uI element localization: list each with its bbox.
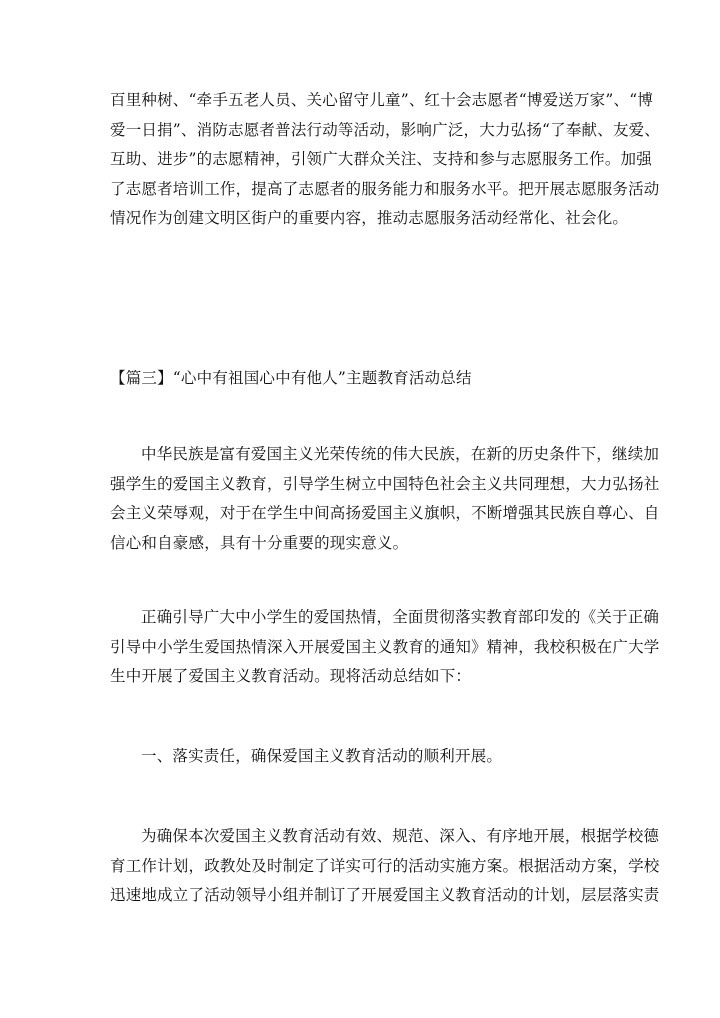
paragraph-line: 信心和自豪感，具有十分重要的现实意义。 <box>110 533 409 552</box>
paragraph-line: 爱一日捐”、消防志愿者普法行动等活动，影响广泛，大力弘扬“了奉献、友爱、 <box>110 120 661 139</box>
paragraph-line: 为确保本次爱国主义教育活动有效、规范、深入、有序地开展，根据学校德 <box>141 827 660 845</box>
continuation-paragraph <box>110 86 661 234</box>
section1-paragraph <box>110 822 660 911</box>
paragraph-line: 了志愿者培训工作，提高了志愿者的服务能力和服务水平。把开展志愿服务活动 <box>110 179 660 198</box>
paragraph-line: 引导中小学生爱国热情深入开展爱国主义教育的通知》精神，我校积极在广大学 <box>110 637 660 656</box>
section-heading-text: 【篇三】“心中有祖国心中有他人”主题教育活动总结 <box>110 369 472 387</box>
paragraph-line: 育工作计划，政教处及时制定了详实可行的活动实施方案。根据活动方案，学校 <box>110 856 660 875</box>
paragraph-line: 百里种树、“牵手五老人员、关心留守儿童”、红十会志愿者“博爱送万家”、“博 <box>110 91 654 109</box>
section-heading <box>110 364 610 394</box>
subheading-text: 一、落实责任，确保爱国主义教育活动的顺利开展。 <box>141 747 503 765</box>
paragraph-line: 情况作为创建文明区街户的重要内容，推动志愿服务活动经常化、社会化。 <box>110 209 629 228</box>
subheading-1 <box>110 742 610 772</box>
paragraph-line: 互助、进步”的志愿精神，引领广大群众关注、支持和参与志愿服务工作。加强 <box>110 150 652 169</box>
paragraph-line: 会主义荣辱观，对于在学生中间高扬爱国主义旗帜，不断增强其民族自尊心、自 <box>110 504 660 523</box>
paragraph-line: 强学生的爱国主义教育，引导学生树立中国特色社会主义共同理想，大力弘扬社 <box>110 474 660 493</box>
purpose-paragraph <box>110 603 660 692</box>
paragraph-line: 生中开展了爱国主义教育活动。现将活动总结如下： <box>110 667 472 686</box>
intro-paragraph <box>110 440 660 558</box>
paragraph-line: 迅速地成立了活动领导小组并制订了开展爱国主义教育活动的计划，层层落实责 <box>110 886 660 905</box>
paragraph-line: 中华民族是富有爱国主义光荣传统的伟大民族，在新的历史条件下，继续加 <box>141 445 660 463</box>
paragraph-line: 正确引导广大中小学生的爱国热情，全面贯彻落实教育部印发的《关于正确 <box>141 608 660 626</box>
